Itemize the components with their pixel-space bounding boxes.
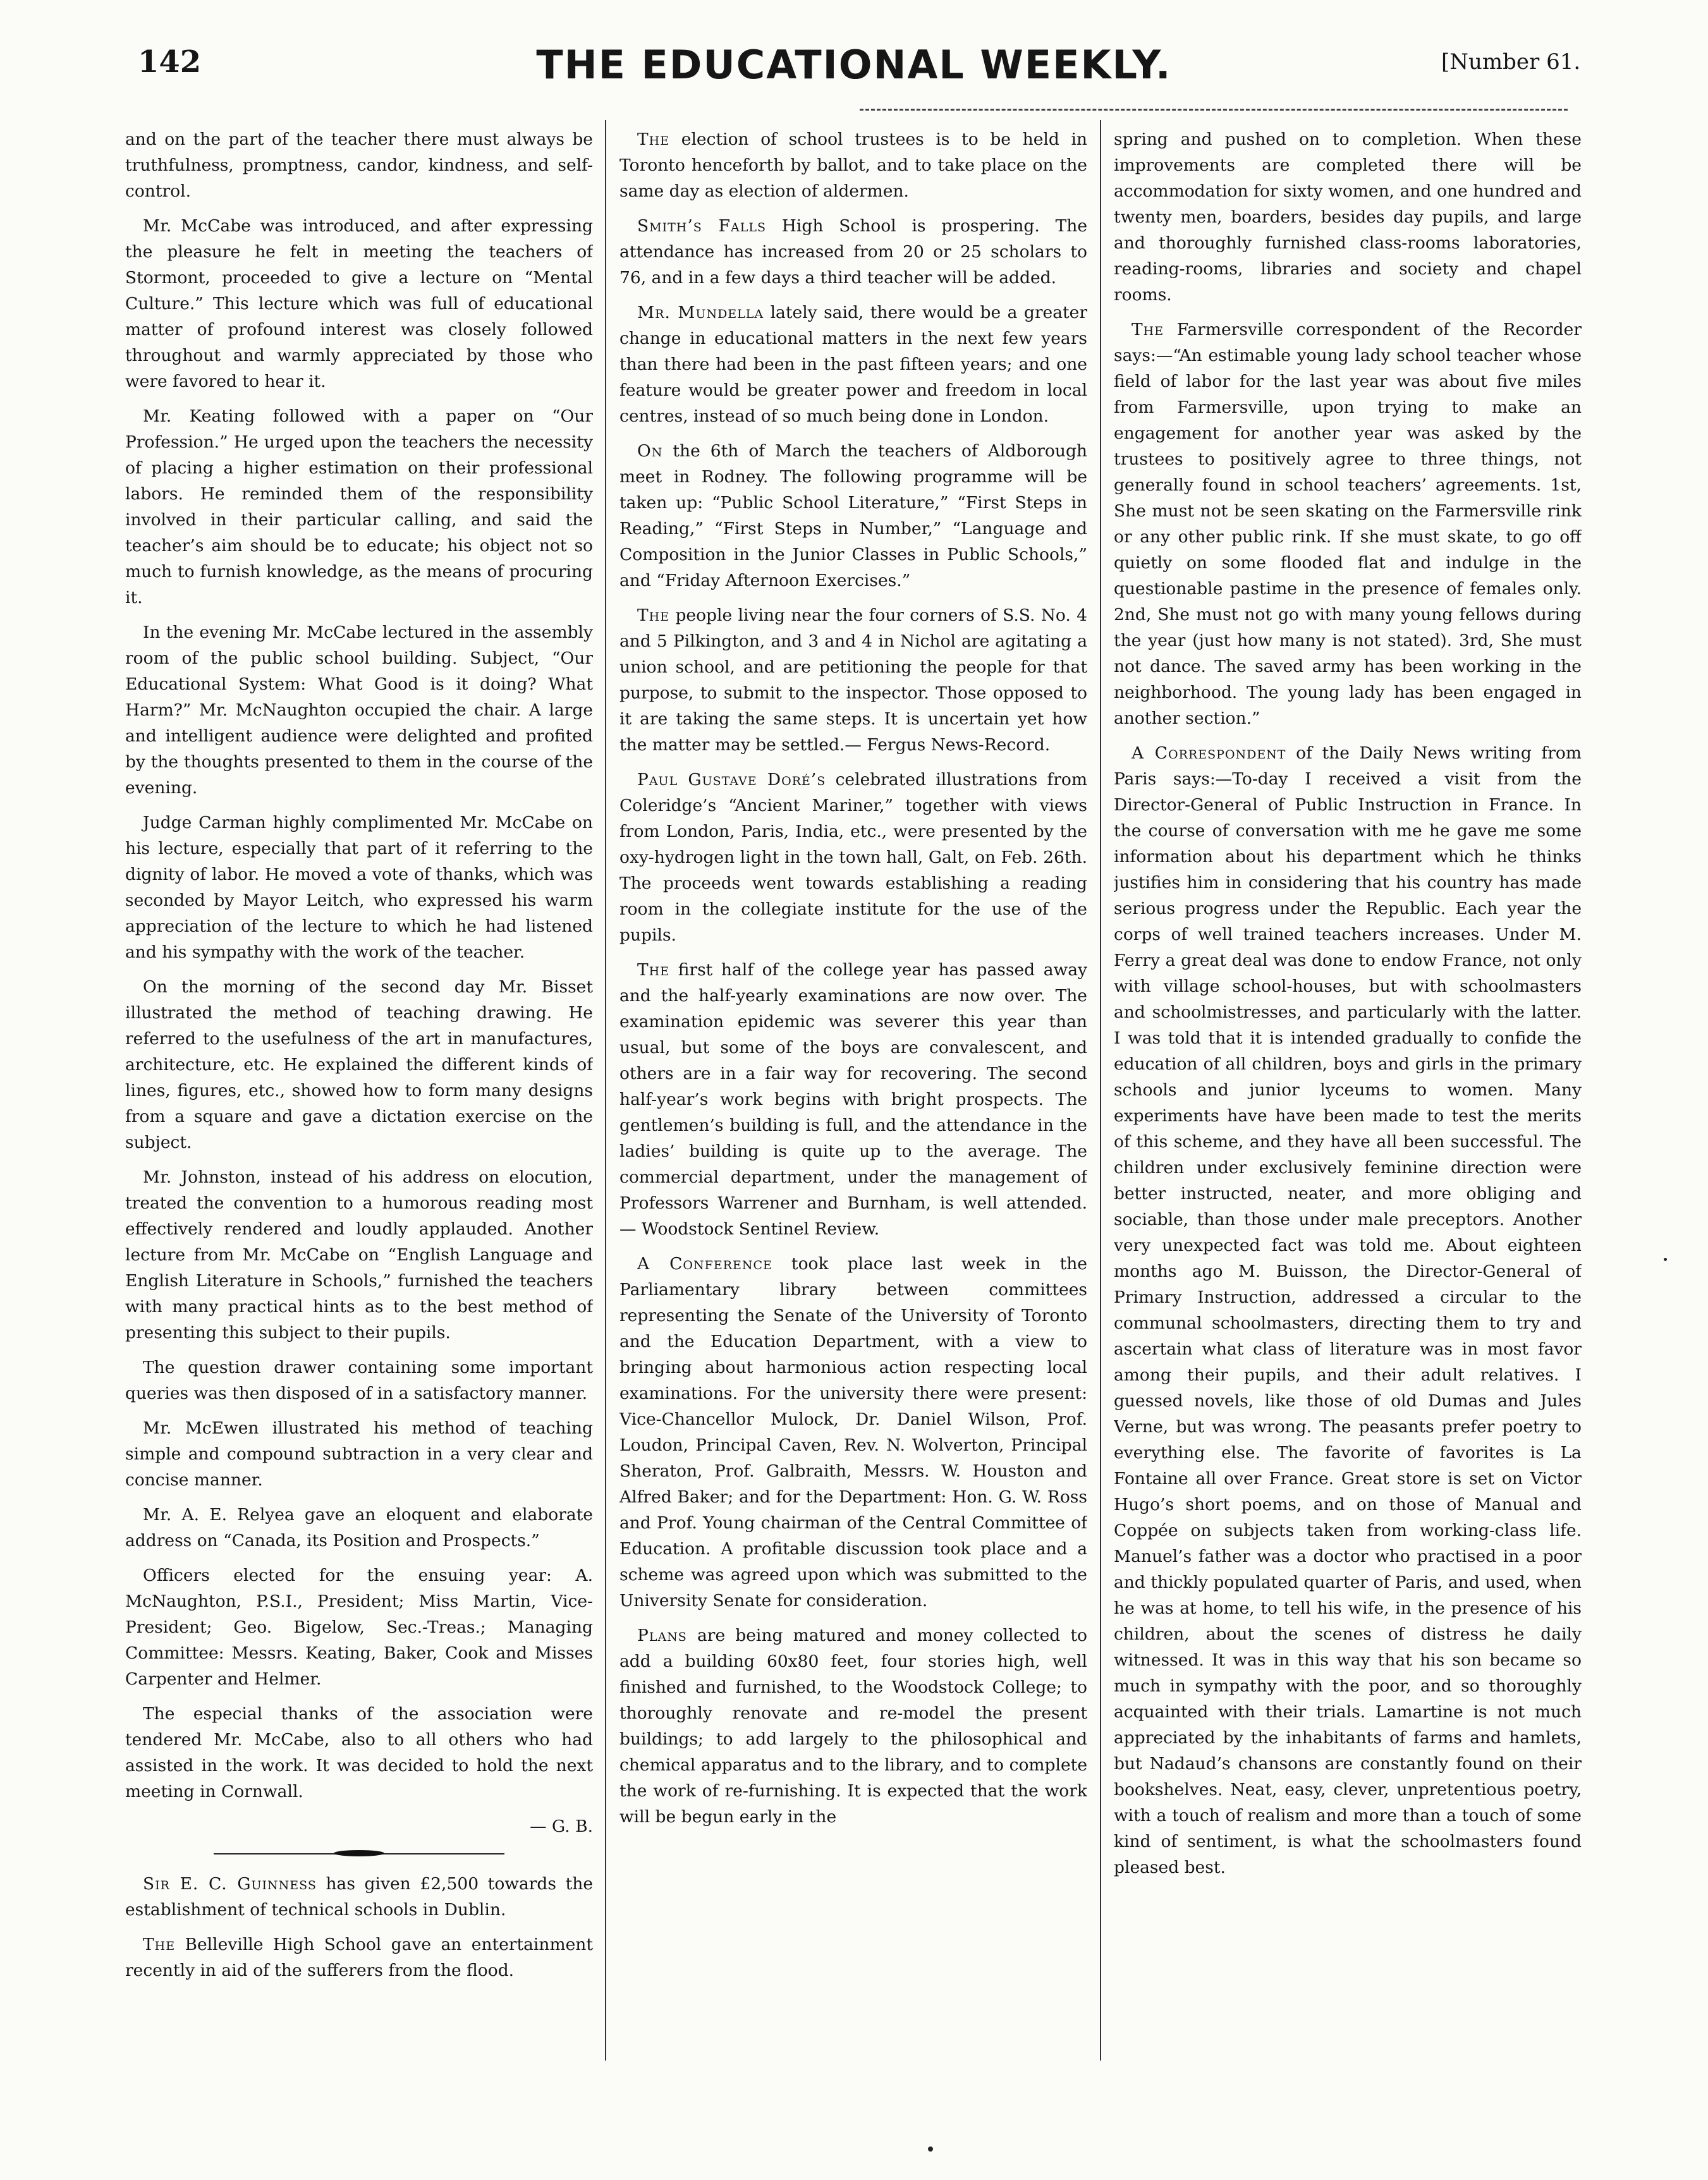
paragraph: [619, 957, 1087, 1242]
paragraph-text: celebrated illustrations from Coleridge’s “Ancient Mariner,” together with views from London, Paris, India, etc., were presented by the oxy-hydrogen light in the town hall, Galt, on Feb. 26th. The proceeds went towards establishing a reading room in the collegiate institute for the use of the pupils.: [619, 770, 1087, 945]
paragraph: [619, 1623, 1087, 1830]
paragraph: [1114, 740, 1582, 1880]
header-rule: [860, 109, 1568, 113]
lead-in: The: [637, 960, 670, 980]
lead-in: The: [637, 606, 670, 625]
paragraph: Mr. McEwen illustrated his method of teaching simple and compound subtraction in a very clear and concise manner.: [125, 1418, 593, 1490]
paragraph: Mr. Johnston, instead of his address on elocution, treated the convention to a humorous reading most effectively rendered and loudly applauded. Another lecture from Mr. McCabe on “English Language and English Literature in Schools,” furnished the teachers with many practical hints as to the best method of presenting this subject to their pupils.: [125, 1167, 593, 1343]
paragraph: Mr. Keating followed with a paper on “Our Profession.” He urged upon the teachers the necessity of placing a higher estimation on their professional labors. He reminded them of the responsibility involved in their particular calling, and said the teacher’s aim should be to educate; his object not so much to furnish knowledge, as the means of procuring it.: [125, 406, 593, 607]
column-divider: [605, 120, 606, 2061]
lead-in: A Correspondent: [1132, 743, 1286, 763]
paragraph: Mr. McCabe was introduced, and after expressing the pleasure he felt in meeting the teachers of Stormont, proceeded to give a lecture on “Mental Culture.” This lecture which was full of educational matter of profound interest was closely followed throughout and warmly appreciated by those who were favored to hear it.: [125, 216, 593, 391]
paragraph: On the morning of the second day Mr. Bisset illustrated the method of teaching drawing. He referred to the usefulness of the art in manufactures, architecture, etc. He explained the different kinds of lines, figures, etc., showed how to form many designs from a square and gave a dictation exercise on the subject.: [125, 977, 593, 1152]
paragraph-text: lately said, there would be a greater change in educational matters in the next few years than there had been in the past fifteen years; and one feature would be greater power and freedom in local centres, instead of so much being done in London.: [619, 303, 1087, 426]
paragraph: [619, 602, 1087, 758]
column-3: [1114, 126, 1582, 2117]
paragraph: [619, 438, 1087, 594]
lead-in: Plans: [637, 1626, 687, 1645]
lead-in: A Conference: [637, 1254, 772, 1274]
column-1: [125, 126, 593, 2117]
lead-in: The: [1132, 320, 1164, 339]
paragraph: [125, 1932, 593, 1983]
lead-in: Paul Gustave Doré’s: [637, 770, 826, 789]
column-divider: [1100, 120, 1101, 2061]
signature-line: [125, 1813, 593, 1839]
publication-title: THE EDUCATIONAL WEEKLY.: [536, 42, 1172, 88]
paragraph-text: spring and pushed on to completion. When these improvements are completed there will be accommodation for sixty women, and one hundred and twenty men, boarders, besides day pupils, and large and thoroughly furnished class-rooms laboratories, reading-rooms, libraries and society and chapel rooms.: [1114, 130, 1582, 305]
paragraph: [619, 300, 1087, 429]
paragraph-text: took place last week in the Parliamentary library between committees representing the Senate of the University of Toronto and the Education Department, with a view to bringing about harmonious action respecting local examinations. For the university there were present: Vice-Chancellor Mulock, Dr. Daniel Wilson, Prof. Loudon, Principal Caven, Rev. N. Wolverton, Principal Sheraton, Prof. Galbraith, Messrs. W. Houston and Alfred Baker; and for the Department: Hon. G. W. Ross and Prof. Young chairman of the Central Committee of Education. A profitable discussion took place and a scheme was agreed upon which was submitted to the University Senate for consideration.: [619, 1254, 1087, 1611]
paragraph: Judge Carman highly complimented Mr. McCabe on his lecture, especially that part of it referring to the dignity of labor. He moved a vote of thanks, which was seconded by Mayor Leitch, who expressed his warm appreciation of the lecture to which he had listened and his sympathy with the work of the teacher.: [125, 813, 593, 962]
paragraph-text: election of school trustees is to be held in Toronto henceforth by ballot, and to take place on the same day as election of aldermen.: [619, 130, 1087, 201]
paragraph-text: High School is prospering. The attendance has increased from 20 or 25 scholars to 76, and in a few days a third teacher will be added.: [619, 216, 1087, 288]
paragraph: The especial thanks of the association were tendered Mr. McCabe, also to all others who had assisted in the work. It was decided to hold the next meeting in Cornwall.: [125, 1704, 593, 1801]
lead-in: Smith’s Falls: [637, 216, 766, 236]
lead-in: On: [637, 441, 663, 461]
paragraph-text: the 6th of March the teachers of Aldborough meet in Rodney. The following programme will be taken up: “Public School Literature,” “First Steps in Reading,” “First Steps in Number,” “Language and Composition in the Junior Classes in Public Schools,” and “Friday Afternoon Exercises.”: [619, 441, 1087, 590]
section-divider: [125, 1848, 593, 1860]
paragraph: [125, 1871, 593, 1923]
paragraph: Officers elected for the ensuing year: A. McNaughton, P.S.I., President; Miss Martin, Vice-President; Geo. Bigelow, Sec.-Treas.; Managing Committee: Messrs. Keating, Baker, Cook and Misses Carpenter and Helmer.: [125, 1566, 593, 1689]
paragraph-text: people living near the four corners of S.S. No. 4 and 5 Pilkington, and 3 and 4 in Nichol are agitating a union school, and are petitioning the people for that purpose, to submit to the inspector. Those opposed to it are taking the same steps. It is uncertain yet how the matter may be settled.— Fergus News-Record.: [619, 606, 1087, 755]
paragraph: [619, 1251, 1087, 1614]
paragraph: The question drawer containing some important queries was then disposed of in a satisfactory manner.: [125, 1358, 593, 1403]
paragraph-text: Belleville High School gave an entertainment recently in aid of the sufferers from the flood.: [125, 1935, 593, 1980]
paragraph-text: Farmersville correspondent of the Recorder says:—“An estimable young lady school teacher whose field of labor for the last year was about five miles from Farmersville, upon trying to make an engagement for another year was asked by the trustees to positively agree to three things, not generally found in school teachers’ agreements. 1st, She must not be seen skating on the Farmersville rink or any other public rink. If she must skate, to go off quietly on some flooded flat and indulge in the questionable pastime in the presence of females only. 2nd, She must not go with many young fellows during the year (just how many is not stated). 3rd, She must not dance. The saved army has been working in the neighborhood. The young lady has been engaged in another section.”: [1114, 320, 1582, 728]
print-speck: [1664, 1258, 1667, 1261]
paragraph: and on the part of the teacher there must always be truthfulness, promptness, candor, kindness, and self-control.: [125, 130, 593, 201]
signature: — G. B.: [530, 1817, 593, 1836]
paragraph: [619, 126, 1087, 204]
issue-number: [Number 61.: [1441, 49, 1581, 75]
paragraph: In the evening Mr. McCabe lectured in the assembly room of the public school building. Subject, “Our Educational System: What Good is it doing? What Harm?” Mr. McNaughton occupied the chair. A large and intelligent audience were delighted and profited by the thoughts presented to them in the course of the evening.: [125, 623, 593, 798]
print-speck: [928, 2147, 933, 2152]
lead-in: Sir E. C. Guinness: [143, 1874, 317, 1894]
column-2: [619, 126, 1087, 2117]
lead-in: The: [637, 130, 670, 149]
lead-in: The: [143, 1935, 176, 1954]
paragraph: [619, 767, 1087, 948]
paragraph: [1114, 317, 1582, 731]
paragraph: [1114, 126, 1582, 308]
lead-in: Mr. Mundella: [637, 303, 764, 322]
page-number: 142: [138, 44, 202, 80]
paragraph-text: first half of the college year has passed away and the half-yearly examinations are now over. The examination epidemic was severer this year than usual, but some of the boys are convalescent, and others are in a fair way for recovering. The second half-year’s work begins with bright prospects. The gentlemen’s building is full, and the attendance in the ladies’ building is quite up to the average. The commercial department, under the management of Professors Warrener and Burnham, is well attended. — Woodstock Sentinel Review.: [619, 960, 1087, 1239]
paragraph-text: of the Daily News writing from Paris says:—To-day I received a visit from the Director-General of Public Instruction in France. In the course of conversation with me he gave me some information about his department which he thinks justifies him in considering that his country has made serious progress under the Republic. Each year the corps of well trained teachers increases. Under M. Ferry a great deal was done to endow France, not only with village school-houses, but with schoolmasters and schoolmistresses, and particularly with the latter. I was told that it is intended gradually to confide the education of all children, boys and girls in the primary schools and junior lyceums to women. Many experiments have have been made to test the merits of this scheme, and they have all been successful. The children under exclusively feminine direction were better instructed, neater, and more obliging and sociable, than those under male preceptors. Another very unexpected fact was told me. About eighteen months ago M. Buisson, the Director-General of Primary Instruction, addressed a circular to the communal schoolmasters, directing them to try and ascertain what class of literature was in most favor among their pupils, and their adult relatives. I guessed novels, like those of old Dumas and Jules Verne, but was wrong. The peasants prefer poetry to everything else. The favorite of favorites is La Fontaine all over France. Great store is set on Victor Hugo’s short poems, and on those of Manual and Coppée on subjects taken from working-class life. Manuel’s father was a doctor who practised in a poor and thickly populated quarter of Paris, and used, when he was at home, to tell his wife, in the presence of his children, about the scenes of distress he daily witnessed. It was in this way that his son became so much in sympathy with the poor, and so thoroughly acquainted with their trials. Lamartine is not much appreciated by the inhabitants of farms and hamlets, but Nadaud’s chansons are constantly found on their bookshelves. Neat, easy, clever, unpretentious poetry, with a touch of realism and more than a touch of some kind of sentiment, is what the schoolmasters found pleased best.: [1114, 743, 1582, 1877]
paragraph-text: has given £2,500 towards the establishment of technical schools in Dublin.: [125, 1874, 593, 1920]
page-header: [0, 0, 1708, 107]
paragraph: [619, 213, 1087, 291]
paragraph: Mr. A. E. Relyea gave an eloquent and elaborate address on “Canada, its Position and Prospects.”: [125, 1505, 593, 1550]
paragraph-text: are being matured and money collected to add a building 60x80 feet, four stories high, well finished and furnished, to the Woodstock College; to thoroughly renovate and re-model the present buildings; to add largely to the philosophical and chemical apparatus and to the library, and to complete the work of re-furnishing. It is expected that the work will be begun early in the: [619, 1626, 1087, 1827]
